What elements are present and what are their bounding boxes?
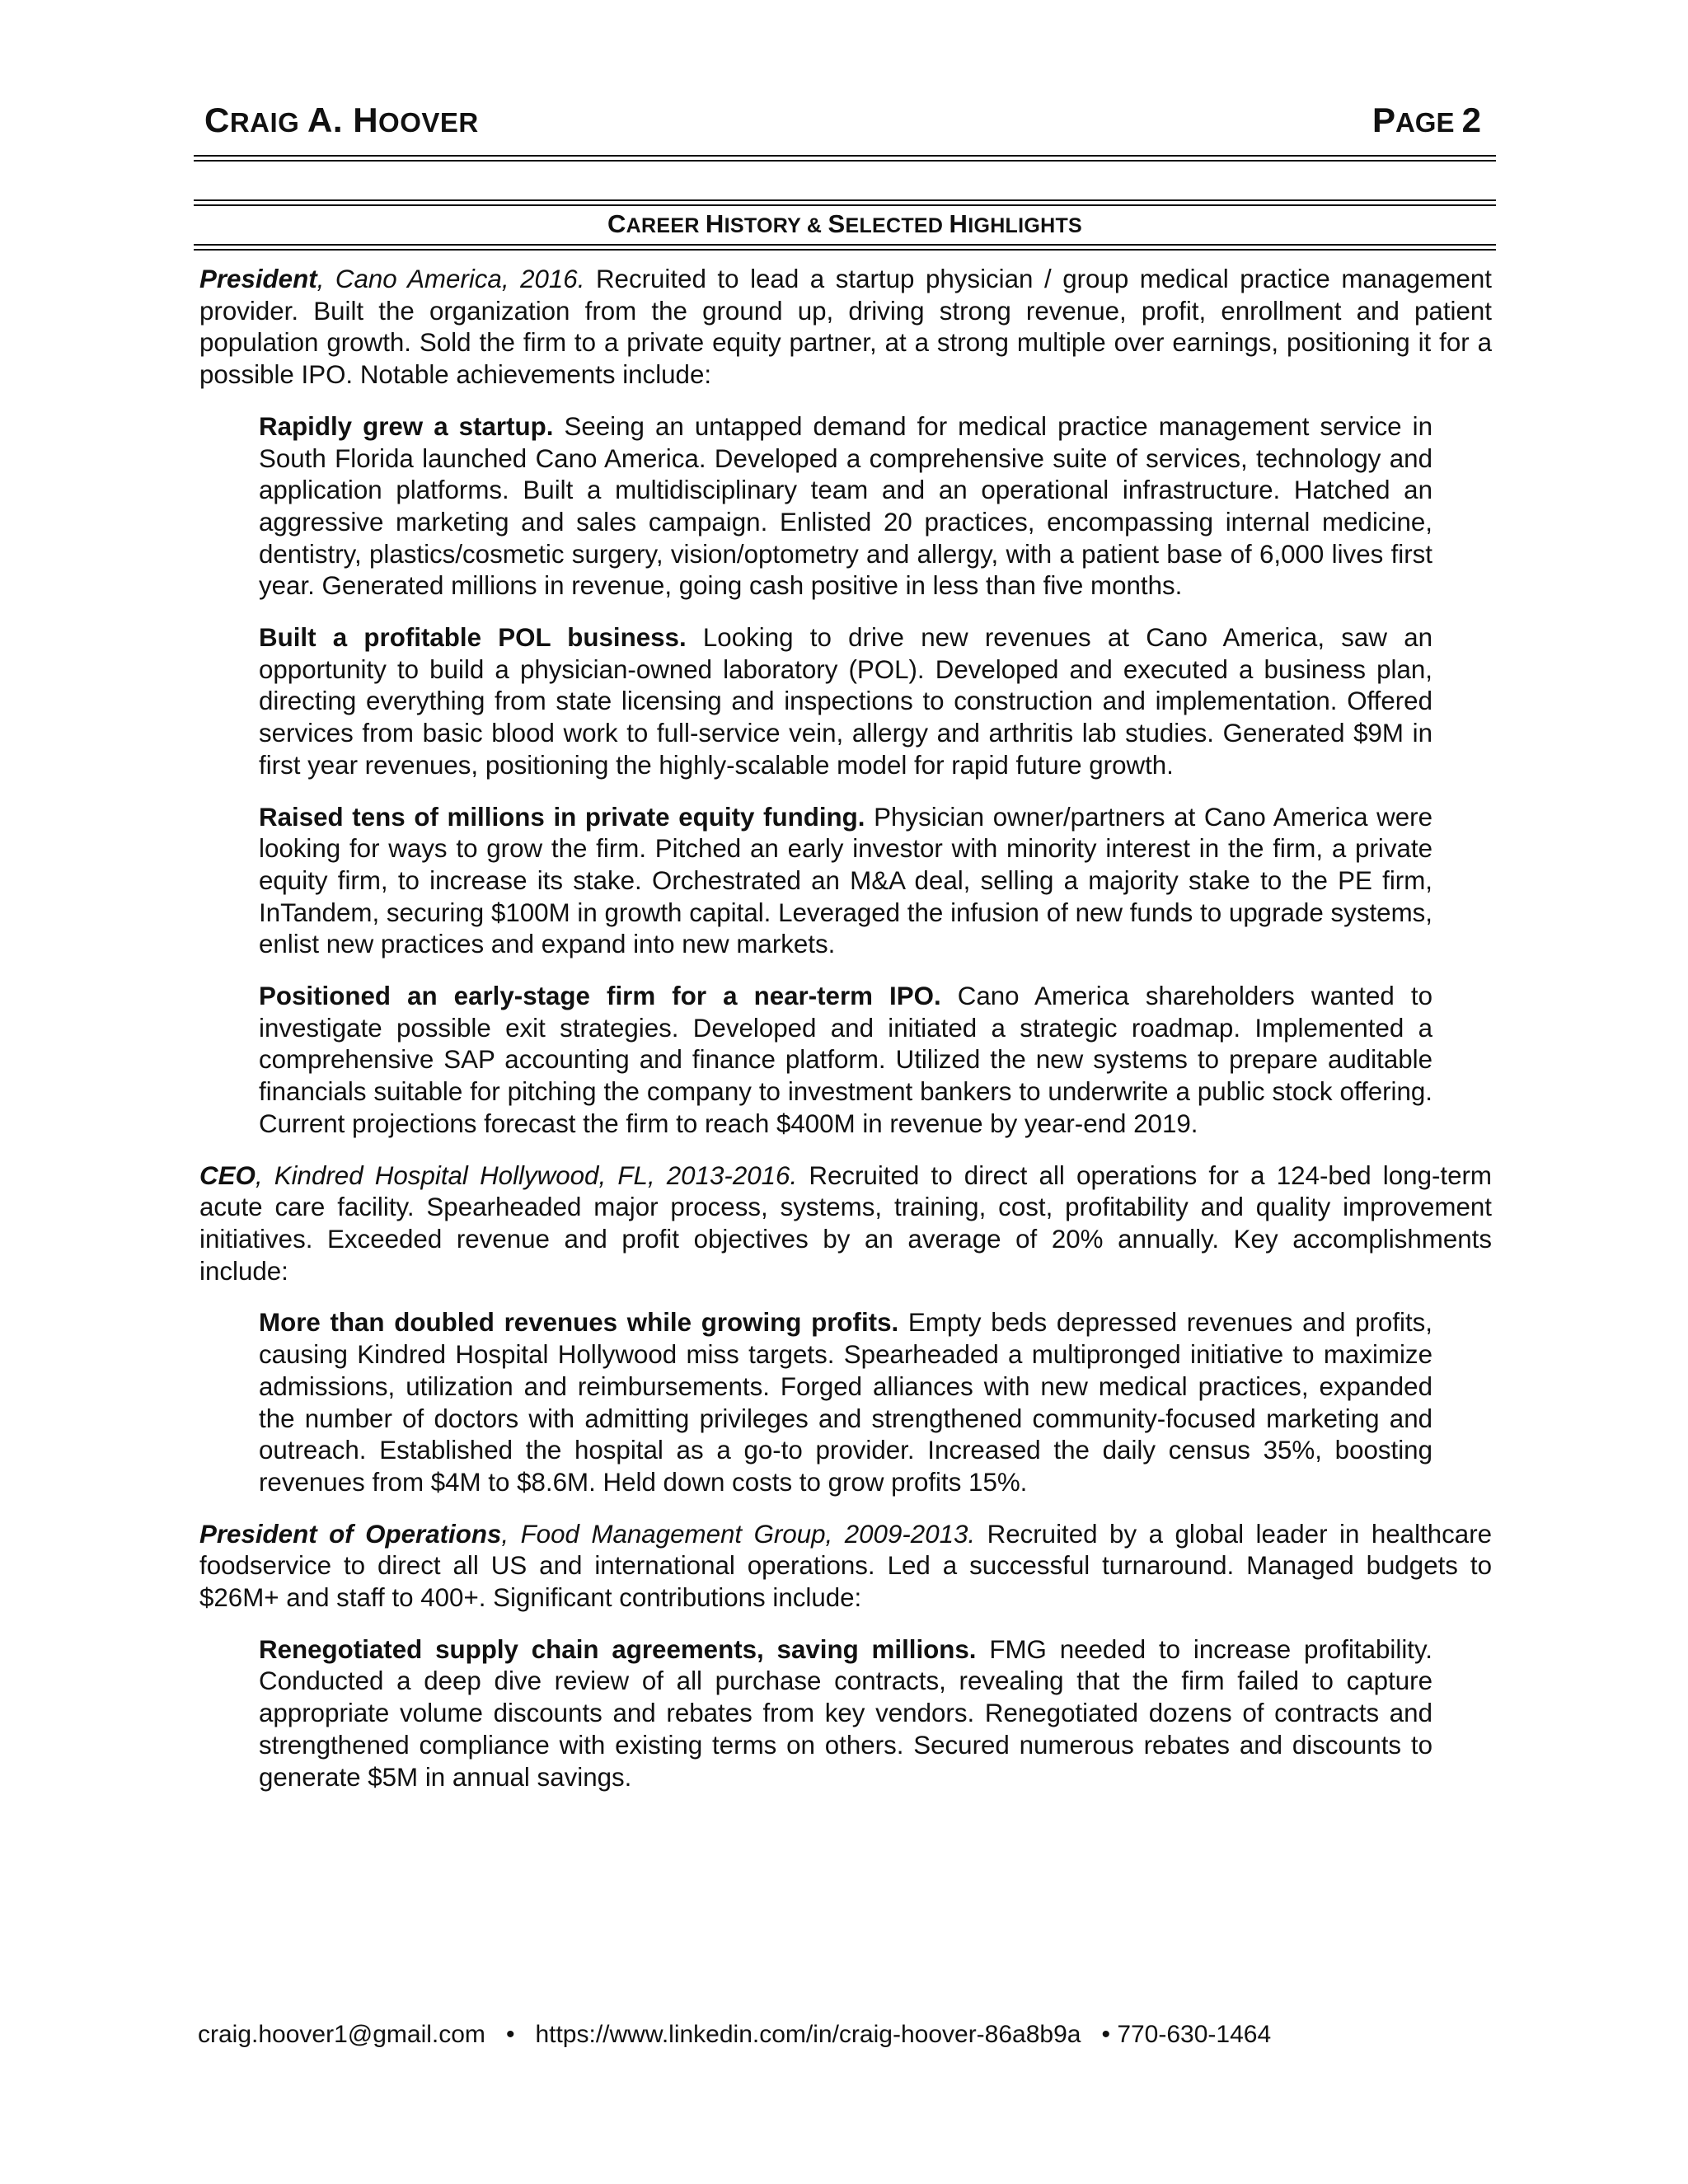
- text-part: AGE: [1395, 107, 1462, 138]
- section-rule-top-2: [194, 204, 1496, 206]
- candidate-name: [204, 101, 479, 140]
- text-part: P: [1372, 101, 1395, 139]
- text-part: AREER: [626, 214, 706, 237]
- role-entry: [199, 1519, 1492, 1615]
- career-history: [199, 264, 1492, 1813]
- achievement: [259, 411, 1432, 602]
- text-part: H: [705, 209, 724, 238]
- linkedin-link[interactable]: https://www.linkedin.com/in/craig-hoover-86a8b9a: [535, 2021, 1081, 2048]
- email-link[interactable]: craig.hoover1@gmail.com: [198, 2021, 485, 2048]
- text-part: A.: [307, 101, 354, 139]
- text-part: 2: [1461, 101, 1481, 139]
- achievement-headline: Renegotiated supply chain agreements, saving millions.: [259, 1634, 977, 1664]
- contact-footer: [198, 2021, 1488, 2049]
- phone-number: 770-630-1464: [1117, 2021, 1272, 2048]
- achievement-headline: Raised tens of millions in private equity funding.: [259, 802, 865, 832]
- achievement-text: FMG needed to increase profitability. Conducted a deep dive review of all purchase contracts, revealing that the firm failed to capture appropriate volume discounts and rebates from key vendors. Renegotiated dozens of contracts and strengthened compliance with existing terms on others. Secured numerous rebates and discounts to generate $5M in annual savings.: [259, 1634, 1432, 1792]
- text-part: H: [353, 101, 379, 139]
- role-description: Recruited by a global leader in healthcare foodservice to direct all US and international operations. Led a successful turnaround. Managed budgets to $26M+ and staff to 400+. Significant contributions include:: [199, 1519, 1493, 1613]
- role-organization: , Kindred Hospital Hollywood, FL, 2013-2016.: [255, 1160, 798, 1190]
- text-part: C: [204, 101, 230, 139]
- text-part: S: [828, 209, 846, 238]
- header-rule-top: [194, 155, 1496, 157]
- achievement: [259, 622, 1432, 782]
- text-part: H: [949, 209, 968, 238]
- achievement-headline: More than doubled revenues while growing profits.: [259, 1308, 899, 1338]
- footer-separator: •: [485, 2021, 536, 2048]
- achievement-text: Seeing an untapped demand for medical practice management service in South Florida launched Cano America. Developed a comprehensive suite of services, technology and application platforms. Built a multidisciplinary team and an operational infrastructure. Hatched an aggressive marketing and sales campaign. Enlisted 20 practices, encompassing internal medicine, dentistry, plastics/cosmetic surgery, vision/optometry and allergy, with a patient base of 6,000 lives first year. Generated millions in revenue, going cash positive in less than five months.: [259, 411, 1432, 601]
- role-entry: [199, 1160, 1492, 1288]
- achievement-text: Empty beds depressed revenues and profits, causing Kindred Hospital Hollywood miss targets. Spearheaded a multipronged initiative to maximize admissions, utilization and reimbursements. Forged alliances with new medical practices, expanded the number of doctors with admitting privileges and strengthened community-focused marketing and outreach. Established the hospital as a go-to provider. Increased the daily census 35%, boosting revenues from $4M to $8.6M. Held down costs to grow profits 15%.: [259, 1308, 1433, 1497]
- header-rule-bottom: [194, 160, 1496, 162]
- text-part: IGHLIGHTS: [968, 214, 1083, 237]
- footer-separator: •: [1081, 2021, 1118, 2048]
- text-part: OOVER: [378, 107, 479, 138]
- page-number: [1372, 101, 1481, 140]
- achievement-text: Looking to drive new revenues at Cano America, saw an opportunity to build a physician-owned laboratory (POL). Developed and executed a business plan, directing everything from state licensing and inspections to construction and implementation. Offered services from basic blood work to full-service vein, allergy and arthritis lab studies. Generated $9M in first year revenues, positioning the highly-scalable model for rapid future growth.: [259, 623, 1432, 780]
- text-part: ELECTED: [845, 214, 950, 237]
- role-title: President: [199, 265, 317, 293]
- achievement: [259, 1634, 1432, 1794]
- section-rule-top-1: [194, 199, 1496, 201]
- text-part: C: [607, 209, 626, 238]
- role-entry: [199, 264, 1492, 391]
- role-title: CEO: [199, 1160, 256, 1190]
- achievement: [259, 981, 1432, 1141]
- achievement-text: Physician owner/partners at Cano America were looking for ways to grow the firm. Pitched an early investor with minority interest in the firm, a private equity firm, to increase its stake. Orchestrated an M&A deal, selling a majority stake to the PE firm, InTandem, securing $100M in growth capital. Leveraged the infusion of new funds to upgrade systems, enlist new practices and expand into new markets.: [259, 802, 1432, 959]
- text-part: ISTORY &: [724, 214, 828, 237]
- section-rule-bottom-2: [194, 249, 1496, 251]
- achievement-headline: Rapidly grew a startup.: [259, 411, 554, 441]
- achievement-text: Cano America shareholders wanted to investigate possible exit strategies. Developed and initiated a strategic roadmap. Implemented a comprehensive SAP accounting and finance platform. Utilized the new systems to prepare auditable financials suitable for pitching the company to investment bankers to underwrite a public stock offering. Current projections forecast the firm to reach $400M in revenue by year-end 2019.: [259, 982, 1432, 1138]
- role-description: Recruited to direct all operations for a 124-bed long-term acute care facility. Spearheaded major process, systems, training, cost, profitability and quality improvement initiatives. Exceeded revenue and profit objectives by an average of 20% annually. Key accomplishments include:: [199, 1160, 1492, 1286]
- section-rule-bottom-1: [194, 244, 1496, 246]
- role-organization: , Cano America, 2016.: [316, 265, 585, 293]
- achievement: [259, 1307, 1432, 1498]
- text-part: RAIG: [229, 107, 308, 138]
- achievement-headline: Built a profitable POL business.: [259, 623, 687, 653]
- section-title: [194, 209, 1496, 239]
- achievement: [259, 802, 1432, 962]
- role-title: President of Operations: [199, 1519, 502, 1549]
- page-header: [198, 101, 1488, 150]
- role-organization: , Food Management Group, 2009-2013.: [501, 1519, 976, 1549]
- achievement-headline: Positioned an early-stage firm for a near-term IPO.: [259, 982, 941, 1011]
- role-description: Recruited to lead a startup physician / group medical practice management provider. Built the organization from the ground up, driving strong revenue, profit, enrollment and patient population growth. Sold the firm to a private equity partner, at a strong multiple over earnings, positioning it for a possible IPO. Notable achievements include:: [199, 265, 1492, 390]
